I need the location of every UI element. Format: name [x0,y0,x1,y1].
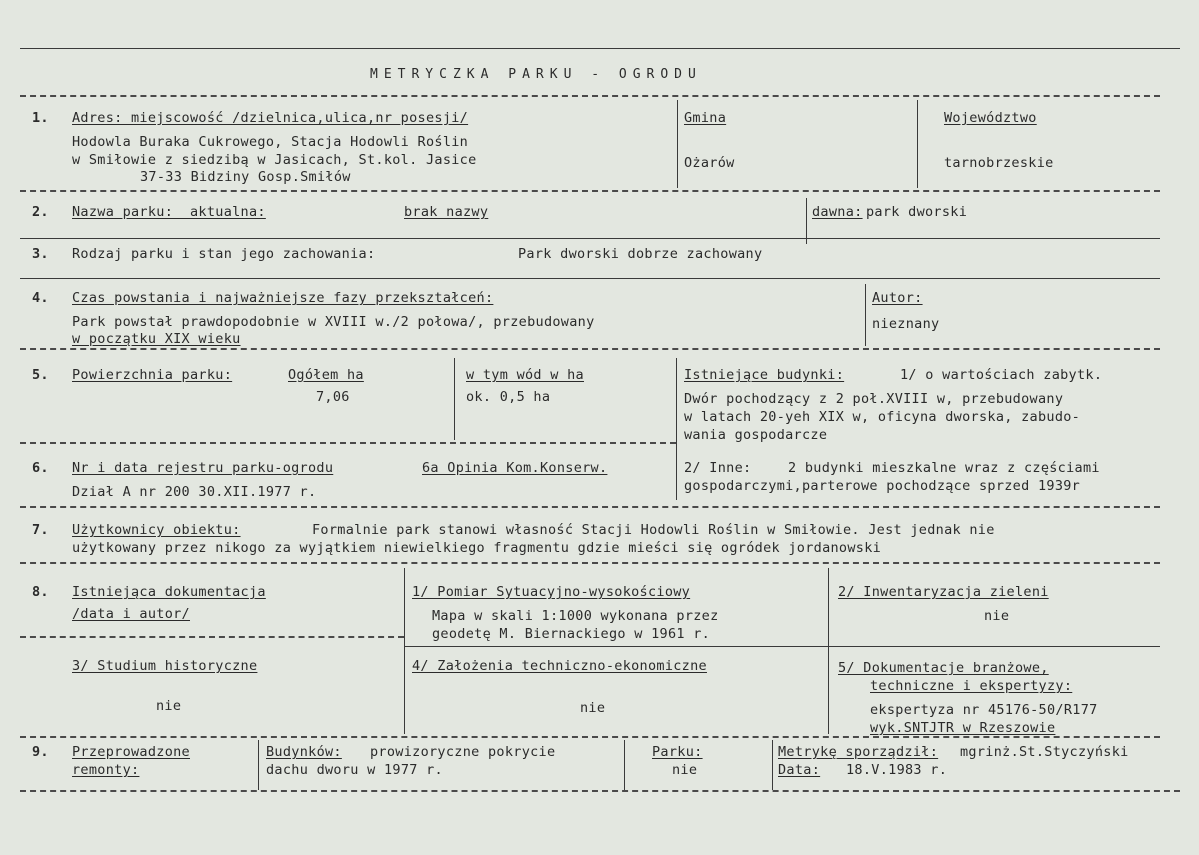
other-buildings-label: 2/ Inne: [684,460,752,476]
history-line-1: Park powstał prawdopodobnie w XVIII w./2 połowa/, przebudowany [72,314,595,330]
divider [917,100,918,188]
divider [404,568,405,734]
greenery-value: nie [984,608,1010,624]
documentation-label: Istniejąca dokumentacja [72,584,266,600]
gmina-value: Ożarów [684,155,735,171]
separator [20,95,1160,97]
separator [20,506,1160,508]
branch-docs-label: 5/ Dokumentacje branżowe, [838,660,1049,676]
voivodeship-value: tarnobrzeskie [944,155,1054,171]
card-title: METRYCZKA PARKU - OGRODU [370,67,702,82]
date-label: Data: [778,762,821,778]
survey-line-1: Mapa w skali 1:1000 wykonana przez [432,608,719,624]
area-total-value: 7,06 [316,389,350,405]
section-7-number: 7. [32,522,49,538]
separator [404,646,1160,647]
buildings-repair-label: Budynków: [266,744,342,760]
tech-econ-value: nie [580,700,606,716]
section-1-number: 1. [32,110,49,126]
author-label: Autor: [872,290,923,306]
divider [624,740,625,790]
separator [20,278,1160,279]
divider [865,284,866,346]
prepared-by-value: mgrinż.St.Styczyński [960,744,1129,760]
divider [676,358,677,500]
separator [20,190,1160,192]
area-total-label: Ogółem ha [288,367,364,383]
section-9-number: 9. [32,744,49,760]
buildings-line-3: wania gospodarcze [684,427,828,443]
register-label: Nr i data rejestru parku-ogrodu [72,460,334,476]
register-value: Dział A nr 200 30.XII.1977 r. [72,484,317,500]
prepared-by-label: Metrykę sporządził: [778,744,939,760]
section-3-number: 3. [32,246,49,262]
former-name-value: park dworski [866,204,968,220]
separator [20,562,1160,564]
survey-line-2: geodetę M. Biernackiego w 1961 r. [432,626,711,642]
buildings-line-2: w latach 20-yeh XIX w, oficyna dworska, zabudo- [684,409,1081,425]
water-area-value: ok. 0,5 ha [466,389,551,405]
separator [20,238,1160,239]
section-5-number: 5. [32,367,49,383]
divider [258,740,259,790]
park-repair-label: Parku: [652,744,703,760]
water-area-label: w tym wód w ha [466,367,584,383]
park-type-label: Rodzaj parku i stan jego zachowania: [72,246,376,262]
park-type-value: Park dworski dobrze zachowany [518,246,763,262]
buildings-sublabel: 1/ o wartościach zabytk. [900,367,1103,383]
address-label: Adres: miejscowość /dzielnica,ulica,nr posesji/ [72,110,469,126]
divider [828,568,829,734]
buildings-repair-line-1: prowizoryczne pokrycie [370,744,556,760]
date-value: 18.V.1983 r. [846,762,948,778]
section-4-number: 4. [32,290,49,306]
opinion-label: 6a Opinia Kom.Konserw. [422,460,608,476]
repairs-label: Przeprowadzone [72,744,190,760]
survey-label: 1/ Pomiar Sytuacyjno-wysokościowy [412,584,691,600]
tech-econ-label: 4/ Założenia techniczno-ekonomiczne [412,658,707,674]
park-name-label: Nazwa parku: aktualna: [72,204,266,220]
gmina-label: Gmina [684,110,727,126]
author-value: nieznany [872,316,940,332]
documentation-sublabel: /data i autor/ [72,606,190,622]
separator [20,442,676,444]
users-line-2: użytkowany przez nikogo za wyjątkiem niewielkiego fragmentu gdzie mieści się ogródek jordanowski [72,540,882,556]
park-name-current: brak nazwy [404,204,489,220]
buildings-label: Istniejące budynki: [684,367,845,383]
users-label: Użytkownicy obiektu: [72,522,241,538]
area-label: Powierzchnia parku: [72,367,233,383]
expertise-line-2: wyk.SNTJTR w Rzeszowie [870,720,1056,736]
section-6-number: 6. [32,460,49,476]
historical-study-label: 3/ Studium historyczne [72,658,258,674]
historical-study-value: nie [156,698,182,714]
divider [772,740,773,790]
separator [20,348,1160,350]
address-line-2: w Smiłowie z siedzibą w Jasicach, St.kol. Jasice [72,152,477,168]
users-line-1: Formalnie park stanowi własność Stacji Hodowli Roślin w Smiłowie. Jest jednak nie [312,522,995,538]
separator [20,736,1160,738]
divider [454,358,455,440]
separator [20,790,1180,792]
greenery-label: 2/ Inwentaryzacja zieleni [838,584,1049,600]
expertise-line-1: ekspertyza nr 45176-50/R177 [870,702,1098,718]
other-buildings-line-1: 2 budynki mieszkalne wraz z częściami [788,460,1100,476]
address-line-1: Hodowla Buraka Cukrowego, Stacja Hodowli Roślin [72,134,469,150]
other-buildings-line-2: gospodarczymi,parterowe pochodzące sprzed 1939r [684,478,1081,494]
divider [677,100,678,188]
buildings-repair-line-2: dachu dworu w 1977 r. [266,762,443,778]
section-2-number: 2. [32,204,49,220]
repairs-sublabel: remonty: [72,762,140,778]
former-name-label: dawna: [812,204,863,220]
history-line-2: w początku XIX wieku [72,331,241,347]
history-label: Czas powstania i najważniejsze fazy przekształceń: [72,290,494,306]
branch-docs-sublabel: techniczne i ekspertyzy: [870,678,1073,694]
section-8-number: 8. [32,584,49,600]
buildings-line-1: Dwór pochodzący z 2 poł.XVIII w, przebudowany [684,391,1064,407]
address-line-3: 37-33 Bidziny Gosp.Smiłów [140,169,351,185]
voivodeship-label: Województwo [944,110,1037,126]
separator [20,636,404,638]
top-rule [20,48,1180,49]
park-repair-value: nie [672,762,698,778]
